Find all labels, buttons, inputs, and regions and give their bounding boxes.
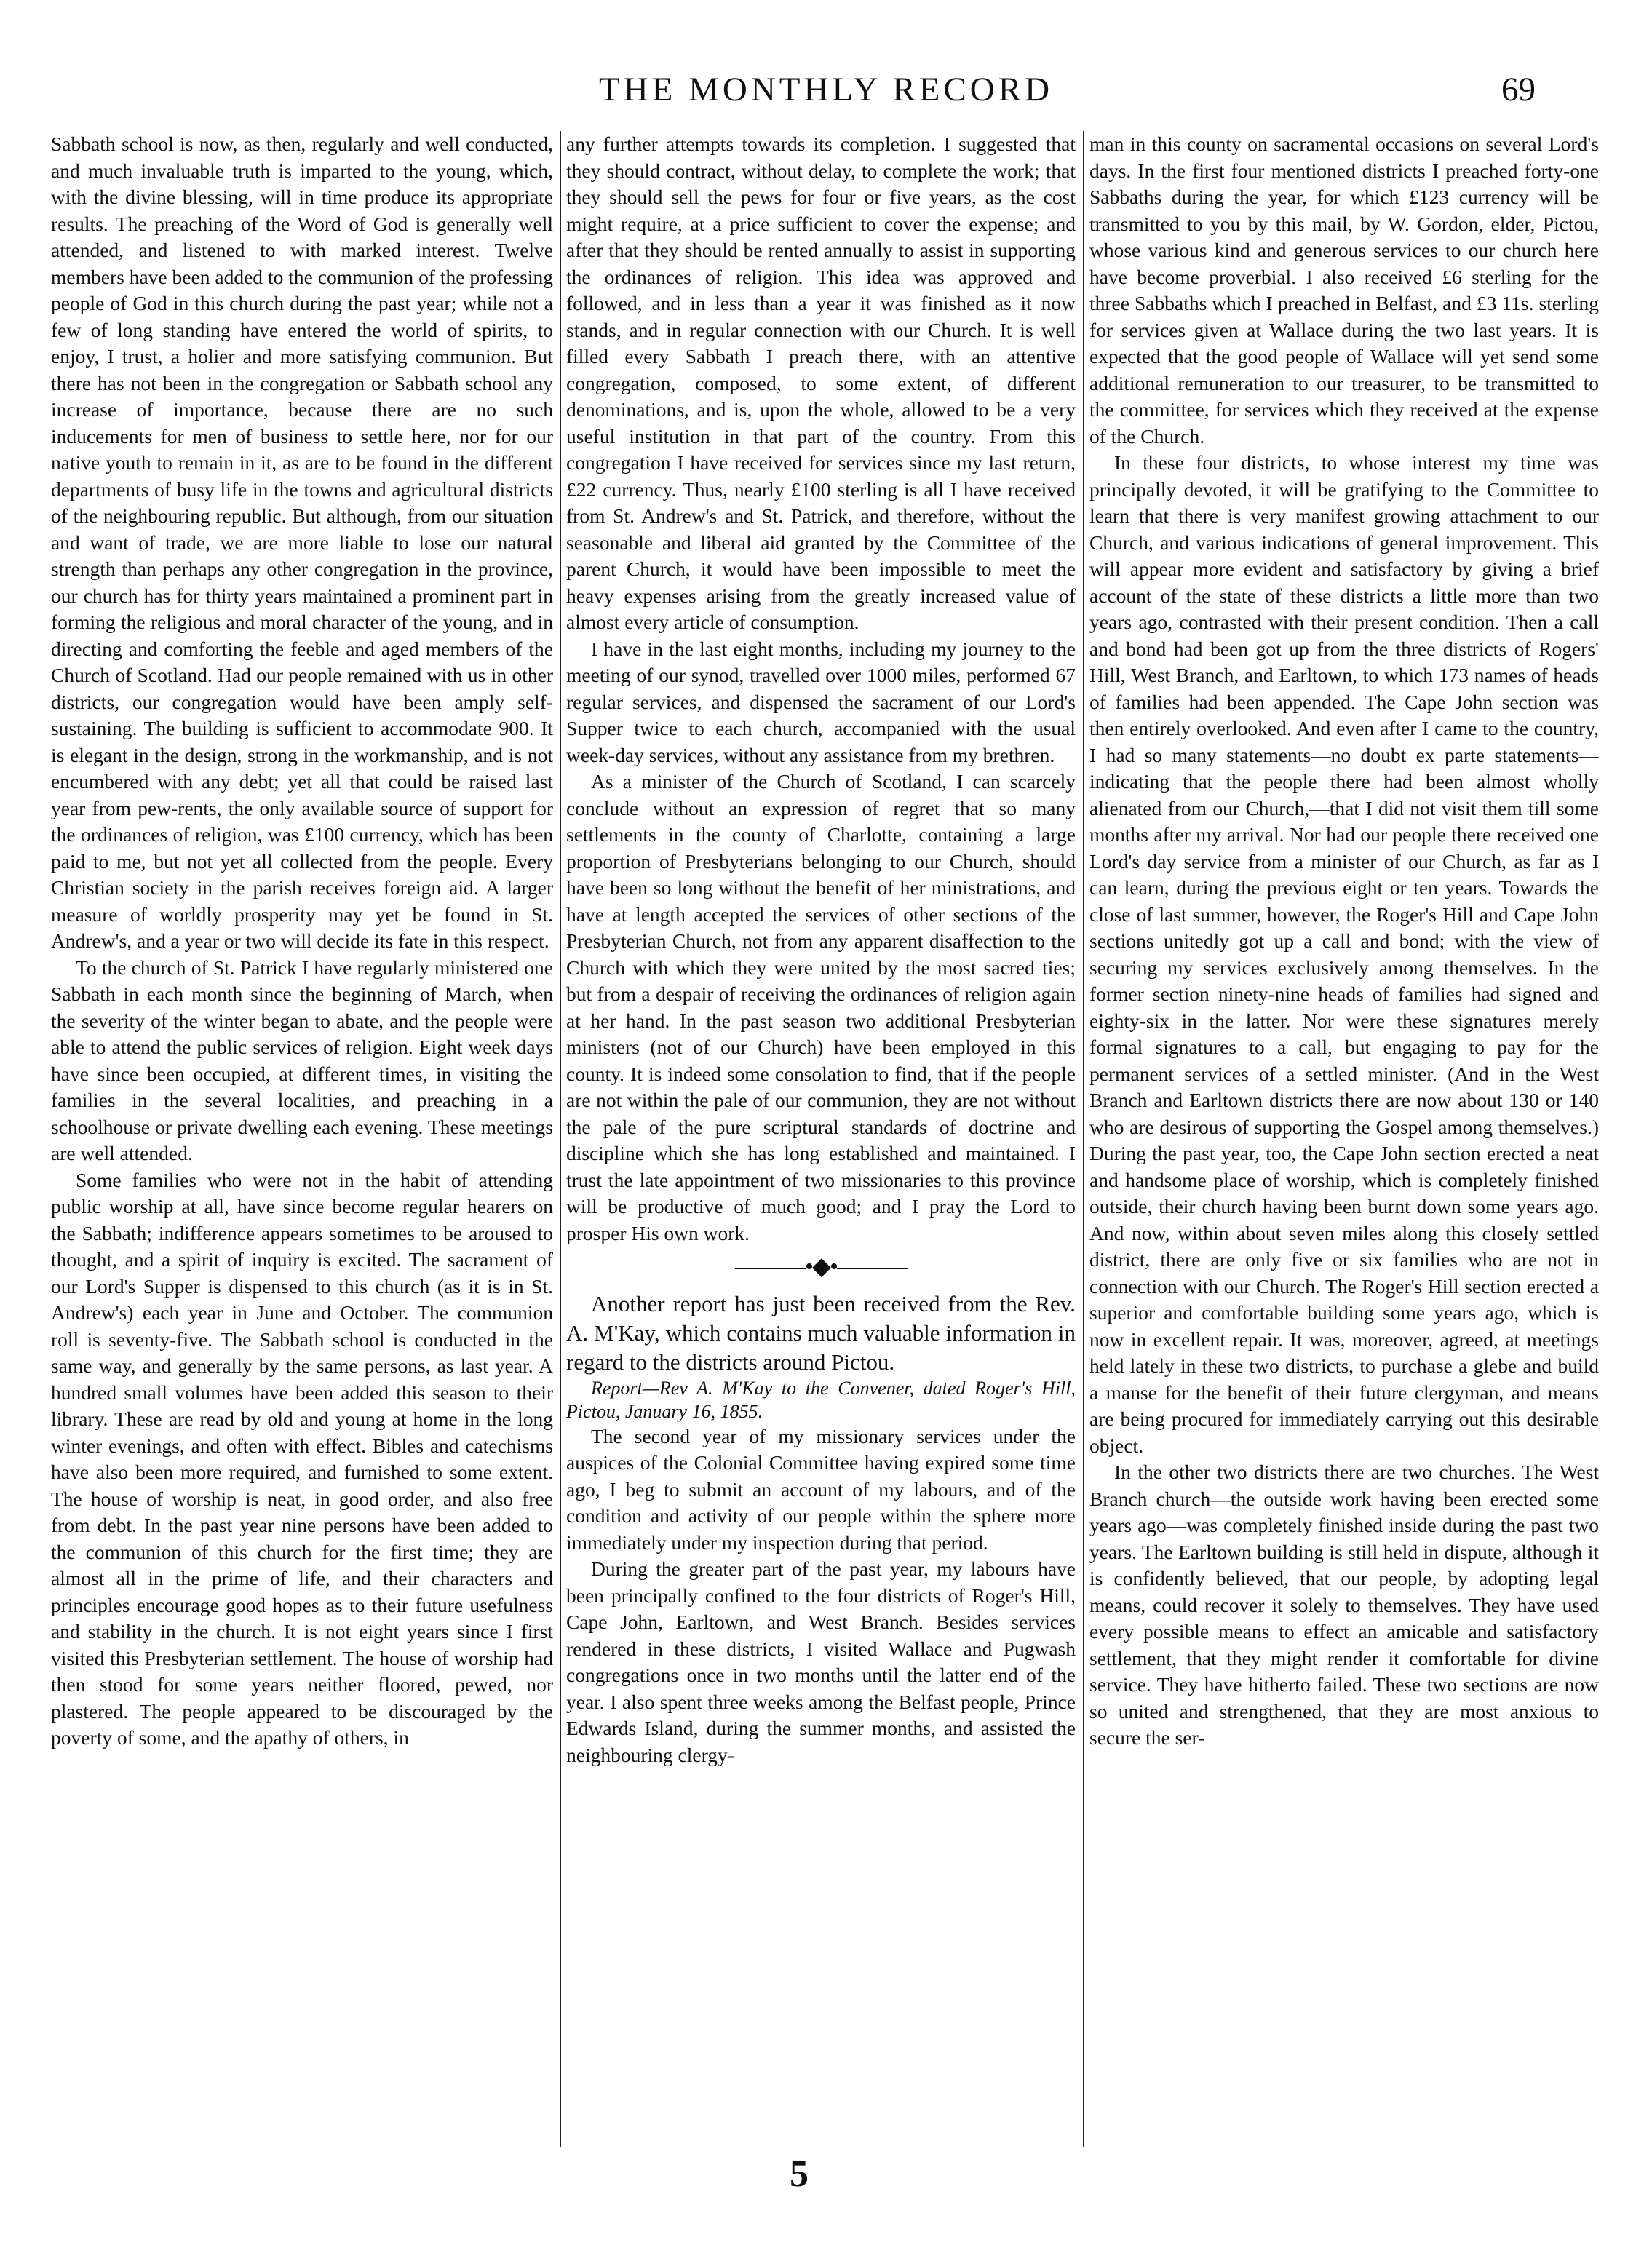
section-ornament: ———•◆•——— (735, 1253, 907, 1280)
paragraph: man in this county on sacramental occasions on several Lord's days. In the first four mentioned districts I preached forty-one Sabbaths during the year, for which £123 currency will be transmitted to you by this mail, by W. Gordon, elder, Pictou, whose various kind and generous services to our church here have become proverbial. I also received £6 sterling for the three Sabbaths which I preached in Belfast, and £3 11s. sterling for services given at Wallace during the two last years. It is expected that the good people of Wallace will yet send some additional remuneration to our treasurer, to be transmitted to the committee, for services which they received at the expense of the Church. (1089, 132, 1599, 448)
column-divider (1083, 131, 1084, 2147)
paragraph: During the greater part of the past year, my labours have been principally confined to the four districts of Roger's Hill, Cape John, Earltown, and West Branch. Besides services rendered in these districts, I visited Wallace and Pugwash congregations once in two months until the latter end of the year. I also spent three weeks among the Belfast people, Prince Edwards Island, during the summer months, and assisted the neighbouring clergy- (566, 1557, 1076, 1766)
page-header (44, 70, 1608, 127)
report-caption: Report—Rev A. M'Kay to the Convener, dated Roger's Hill, Pictou, January 16, 1855. (566, 1377, 1076, 1422)
paragraph: I have in the last eight months, including my journey to the meeting of our synod, travelled over 1000 miles, performed 67 regular services, and dispensed the sacrament of our Lord's Supper twice to each church, accompanied with the usual week-day services, without any assistance from my brethren. (566, 637, 1076, 766)
paragraph: In the other two districts there are two churches. The West Branch church—the outside work having been erected some years ago—was completely finished inside during the past two years. The Earltown building is still held in dispute, although it is confidently believed, that our people, by adopting legal means, could recover it solely to themselves. They have used every possible means to effect an amicable and satisfactory settlement, that they might render it comfortable for divine service. They have hitherto failed. These two sections are now so united and strengthened, that they are most anxious to secure the ser- (1089, 1461, 1599, 1749)
paragraph: In these four districts, to whose interest my time was principally devoted, it will be gratifying to the Committee to learn that there is very manifest growing attachment to our Church, and various indications of general improvement. This will appear more evident and satisfactory by giving a brief account of the state of these districts a little more than two years ago, contrasted with their present condition. Then a call and bond had been got up from the three districts of Rogers' Hill, West Branch, and Earltown, to which 173 names of heads of families had been appended. The Cape John section was then entirely overlooked. And even after I came to the country, I had so many statements—no doubt ex parte statements—indicating that the people there had been almost wholly alienated from our Church,—that I did not visit them till some months after my arrival. Nor had our people there received one Lord's day service from a minister of our Church, as far as I can learn, during the previous eight or ten years. Towards the close of last summer, however, the Roger's Hill and Cape John sections unitedly got up a call and bond; with the view of securing my services exclusively among themselves. In the former section ninety-nine heads of families had signed and eighty-six in the latter. Nor were these signatures merely formal signatures to a call, but engaging to pay for the permanent services of a settled minister. (And in the West Branch and Earltown districts there are now about 130 or 140 who are desirous of supporting the Gospel among themselves.) During the past year, too, the Cape John section erected a neat and handsome place of worship, which is completely finished outside, their church having been burnt down some years ago. And now, within about seven miles along this closely settled district, there are only five or six families who are not in connection with our Church. The Roger's Hill section erected a superior and comfortable building some years ago, which is now in excellent repair. It was, moreover, agreed, at meetings held lately in these two districts, to purchase a glebe and build a manse for the benefit of their future clergyman, and means are being procured for immediately carrying out this desirable object. (1089, 451, 1599, 1457)
text-column-right (1089, 131, 1599, 2161)
paragraph: any further attempts towards its completion. I suggested that they should contract, without delay, to complete the work; that they should sell the pews for four or five years, as the cost might require, at a price sufficient to cover the expense; and after that they should be rented annually to assist in supporting the ordinances of religion. This idea was approved and followed, and in less than a year it was finished as it now stands, and in regular connection with our Church. It is well filled every Sabbath I preach there, with an attentive congregation, composed, to some extent, of different denominations, and is, upon the whole, allowed to be a very useful institution in that part of the country. From this congregation I have received for services since my last return, £22 currency. Thus, nearly £100 sterling is all I have received from St. Andrew's and St. Patrick, and therefore, without the seasonable and liberal aid granted by the Committee of the parent Church, it would have been impossible to meet the heavy expenses arising from the greatly increased value of almost every article of consumption. (566, 132, 1076, 633)
text-column-left (51, 131, 553, 2161)
paragraph: As a minister of the Church of Scotland, I can scarcely conclude without an expression of regret that so many settlements in the county of Charlotte, containing a large proportion of Presbyterians belonging to our Church, should have been so long without the benefit of her ministrations, and have at length accepted the services of other sections of the Presbyterian Church, not from any apparent disaffection to the Church with which they were united by the most sacred ties; but from a despair of receiving the ordinances of religion again at her hand. In the past season two additional Presbyterian ministers (not of our Church) have been employed in this county. It is indeed some consolation to find, that if the people are not within the pale of our communion, they are not without the pale of the pure scriptural standards of doctrine and discipline which she has long established and maintained. I trust the late appointment of two missionaries to this province will be productive of much good; and I pray the Lord to prosper His own work. (566, 770, 1076, 1244)
paragraph: Sabbath school is now, as then, regularly and well conducted, and much invaluable truth is imparted to the young, which, with the divine blessing, will in time produce its appropriate results. The preaching of the Word of God is generally well attended, and listened to with marked interest. Twelve members have been added to the communion of the professing people of God in this church during the past year; while not a few of long standing have entered the world of spirits, to enjoy, I trust, a holier and more satisfying communion. But there has not been in the congregation or Sabbath school any increase of importance, because there are no such inducements for men of business to settle here, nor for our native youth to remain in it, as are to be found in the different departments of busy life in the towns and agricultural districts of the neighbouring republic. But although, from our situation and want of trade, we are more liable to lose our natural strength than perhaps any other congregation in the province, our church has for thirty years maintained a prominent part in forming the religious and moral character of the young, and in directing and comforting the feeble and aged members of the Church of Scotland. Had our people remained with us in other districts, our congregation would have been amply self-sustaining. The building is sufficient to accommodate 900. It is elegant in the design, strong in the workmanship, and is not encumbered with any debt; yet all that could be raised last year from pew-rents, the only available source of support for the ordinances of religion, was £100 currency, which has been paid to me, but not yet all collected from the people. Every Christian society in the parish receives foreign aid. A larger measure of worldly prosperity may yet be found in St. Andrew's, and a year or two will decide its fate in this respect. (51, 132, 553, 952)
publication-title: THE MONTHLY RECORD (598, 71, 1054, 108)
page-number: 69 (1501, 71, 1536, 108)
text-column-middle (566, 131, 1076, 2161)
paragraph: To the church of St. Patrick I have regularly ministered one Sabbath in each month since the beginning of March, when the severity of the winter began to abate, and the people were able to attend the public services of religion. Eight week days have since been occupied, at different times, in visiting the families in the several localities, and preaching in a schoolhouse or private dwelling each evening. These meetings are well attended. (51, 956, 553, 1164)
column-divider (560, 131, 561, 2147)
signature-mark: 5 (790, 2153, 809, 2195)
report-introduction: Another report has just been received from the Rev. A. M'Kay, which contains much valuable information in regard to the districts around Pictou. (566, 1290, 1076, 1375)
paragraph: Some families who were not in the habit of attending public worship at all, have since become regular hearers on the Sabbath; indifference appears sometimes to be aroused to thought, and a spirit of inquiry is excited. The sacrament of our Lord's Supper is dispensed to this church (as it is in St. Andrew's) each year in June and October. The communion roll is seventy-five. The Sabbath school is conducted in the same way, and generally by the same persons, as last year. A hundred small volumes have been added this season to their library. These are read by old and young at home in the long winter evenings, and often with effect. Bibles and catechisms have also been more required, and furnished to some extent. The house of worship is neat, in good order, and also free from debt. In the past year nine persons have been added to the communion of this church for the first time; they are almost all in the prime of life, and their characters and principles encourage good hopes as to their future usefulness and stability in the church. It is not eight years since I first visited this Presbyterian settlement. The house of worship had then stood for some years neither floored, pewed, nor plastered. The people appeared to be discouraged by the poverty of some, and the apathy of others, in (51, 1168, 553, 1749)
paragraph: The second year of my missionary services under the auspices of the Colonial Committee having expired some time ago, I beg to submit an account of my labours, and of the condition and activity of our people within the sphere more immediately under my inspection during that period. (566, 1424, 1076, 1554)
